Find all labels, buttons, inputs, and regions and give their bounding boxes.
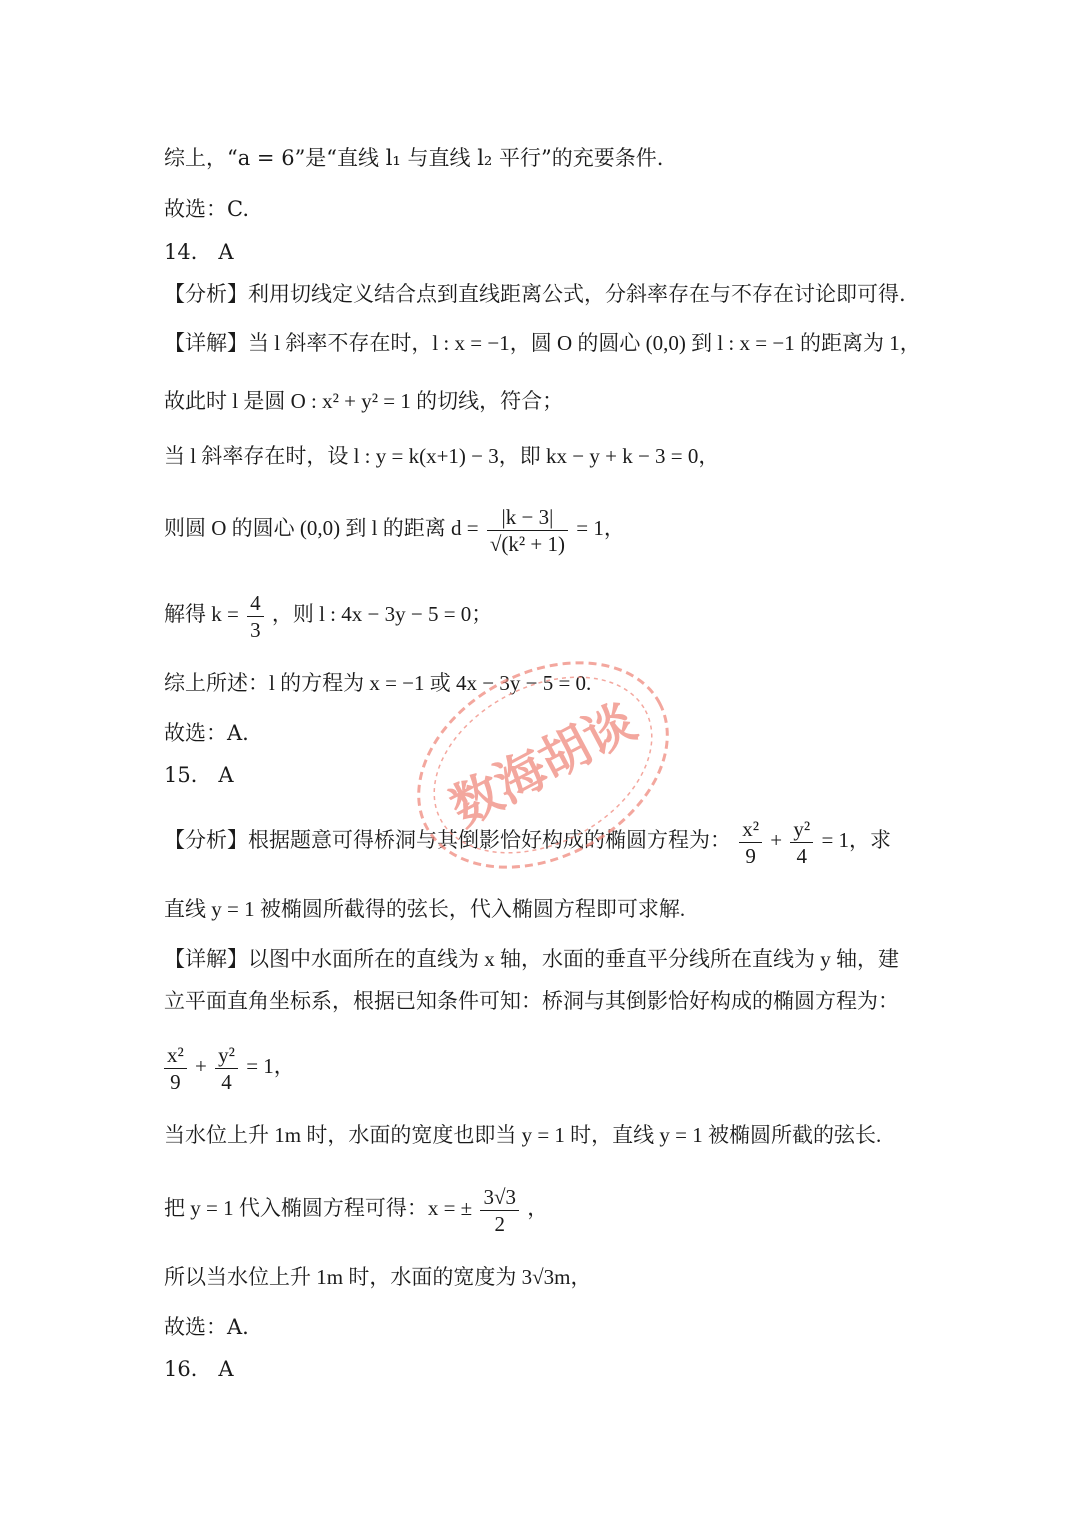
ellipse-y-denominator: 4 — [796, 843, 808, 868]
k-fraction — [247, 590, 264, 643]
q15-analysis-suffix: = 1，求 — [821, 828, 892, 852]
k-denominator: 3 — [250, 617, 261, 642]
q15-detail-4: 当水位上升 1m 时，水面的宽度也即当 y = 1 时，直线 y = 1 被椭圆所截的弦长. — [164, 1123, 882, 1147]
q14-detail-5 — [164, 584, 924, 644]
ellipse-fraction-x-2 — [164, 1042, 187, 1095]
ellipse-fraction-x — [739, 816, 762, 869]
q15-detail-2: 立平面直角坐标系，根据已知条件可知：桥洞与其倒影恰好构成的椭圆方程为： — [164, 989, 899, 1013]
q15-detail-3 — [164, 1036, 924, 1096]
q14-detail-3: 当 l 斜率存在时，设 l : y = k(x+1) − 3，即 kx − y + k − 3 = 0， — [164, 444, 720, 468]
ellipse-x-denominator: 9 — [745, 843, 756, 868]
q14-detail-1: 【详解】当 l 斜率不存在时，l : x = −1，圆 O 的圆心 (0,0) 到 l : x = −1 的距离为 1， — [164, 331, 921, 355]
q14-detail-2: 故此时 l 是圆 O : x² + y² = 1 的切线，符合； — [164, 389, 564, 413]
distance-denominator: √(k² + 1) — [489, 531, 565, 556]
q14-analysis: 【分析】利用切线定义结合点到直线距离公式，分斜率存在与不存在讨论即可得. — [164, 282, 906, 306]
q15-analysis-prefix: 【分析】根据题意可得桥洞与其倒影恰好构成的椭圆方程为： — [164, 828, 731, 852]
ellipse-y-denominator-2: 4 — [221, 1069, 232, 1094]
x-value-denominator: 2 — [494, 1211, 505, 1236]
ellipse-x-denominator-2: 9 — [170, 1069, 181, 1094]
ellipse-fraction-y — [790, 816, 813, 869]
q14-detail-4-suffix: = 1， — [576, 516, 625, 540]
ellipse-y-numerator-2: y² — [215, 1042, 238, 1069]
conclusion-line: 综上，“a = 6”是“直线 l₁ 与直线 l₂ 平行”的充要条件. — [164, 146, 664, 170]
x-value-fraction — [480, 1184, 519, 1237]
question-14-heading: 14． A — [164, 240, 234, 264]
k-numerator: 4 — [247, 590, 264, 617]
ellipse-fraction-y-2 — [215, 1042, 238, 1095]
answer-choice-15: 故选：A. — [164, 1315, 249, 1339]
ellipse-x-numerator-2: x² — [164, 1042, 187, 1069]
q14-detail-4-prefix: 则圆 O 的圆心 (0,0) 到 l 的距离 d = — [164, 516, 479, 540]
q15-detail-1: 【详解】以图中水面所在的直线为 x 轴，水面的垂直平分线所在直线为 y 轴，建 — [164, 947, 899, 971]
question-16-heading: 16． A — [164, 1357, 234, 1381]
x-value-numerator: 3√3 — [480, 1184, 519, 1211]
q14-detail-4 — [164, 498, 924, 558]
stamp-text: 数海胡谈 — [441, 692, 645, 838]
q15-analysis-2: 直线 y = 1 被椭圆所截得的弦长，代入椭圆方程即可求解. — [164, 897, 686, 921]
q15-detail-3-suffix: = 1， — [246, 1054, 295, 1078]
ellipse-x-numerator: x² — [739, 816, 762, 843]
ellipse-y-numerator: y² — [790, 816, 813, 843]
q15-detail-5 — [164, 1178, 924, 1238]
plus-sign-2: + — [195, 1054, 207, 1078]
q15-analysis — [164, 810, 924, 870]
q15-detail-5-prefix: 把 y = 1 代入椭圆方程可得：x = ± — [164, 1196, 473, 1220]
answer-choice-14: 故选：A. — [164, 721, 249, 745]
q14-summary: 综上所述：l 的方程为 x = −1 或 4x − 3y − 5 = 0. — [164, 671, 592, 695]
distance-numerator: |k − 3| — [487, 504, 568, 531]
q14-detail-5-suffix: ，则 l : 4x − 3y − 5 = 0； — [271, 602, 493, 626]
answer-choice-13: 故选：C. — [164, 197, 249, 221]
q15-detail-5-suffix: ， — [527, 1196, 549, 1220]
q15-detail-6: 所以当水位上升 1m 时，水面的宽度为 3√3m， — [164, 1265, 592, 1289]
plus-sign: + — [770, 828, 783, 852]
question-15-heading: 15． A — [164, 763, 234, 787]
q14-detail-5-prefix: 解得 k = — [164, 602, 239, 626]
distance-fraction — [487, 504, 568, 557]
